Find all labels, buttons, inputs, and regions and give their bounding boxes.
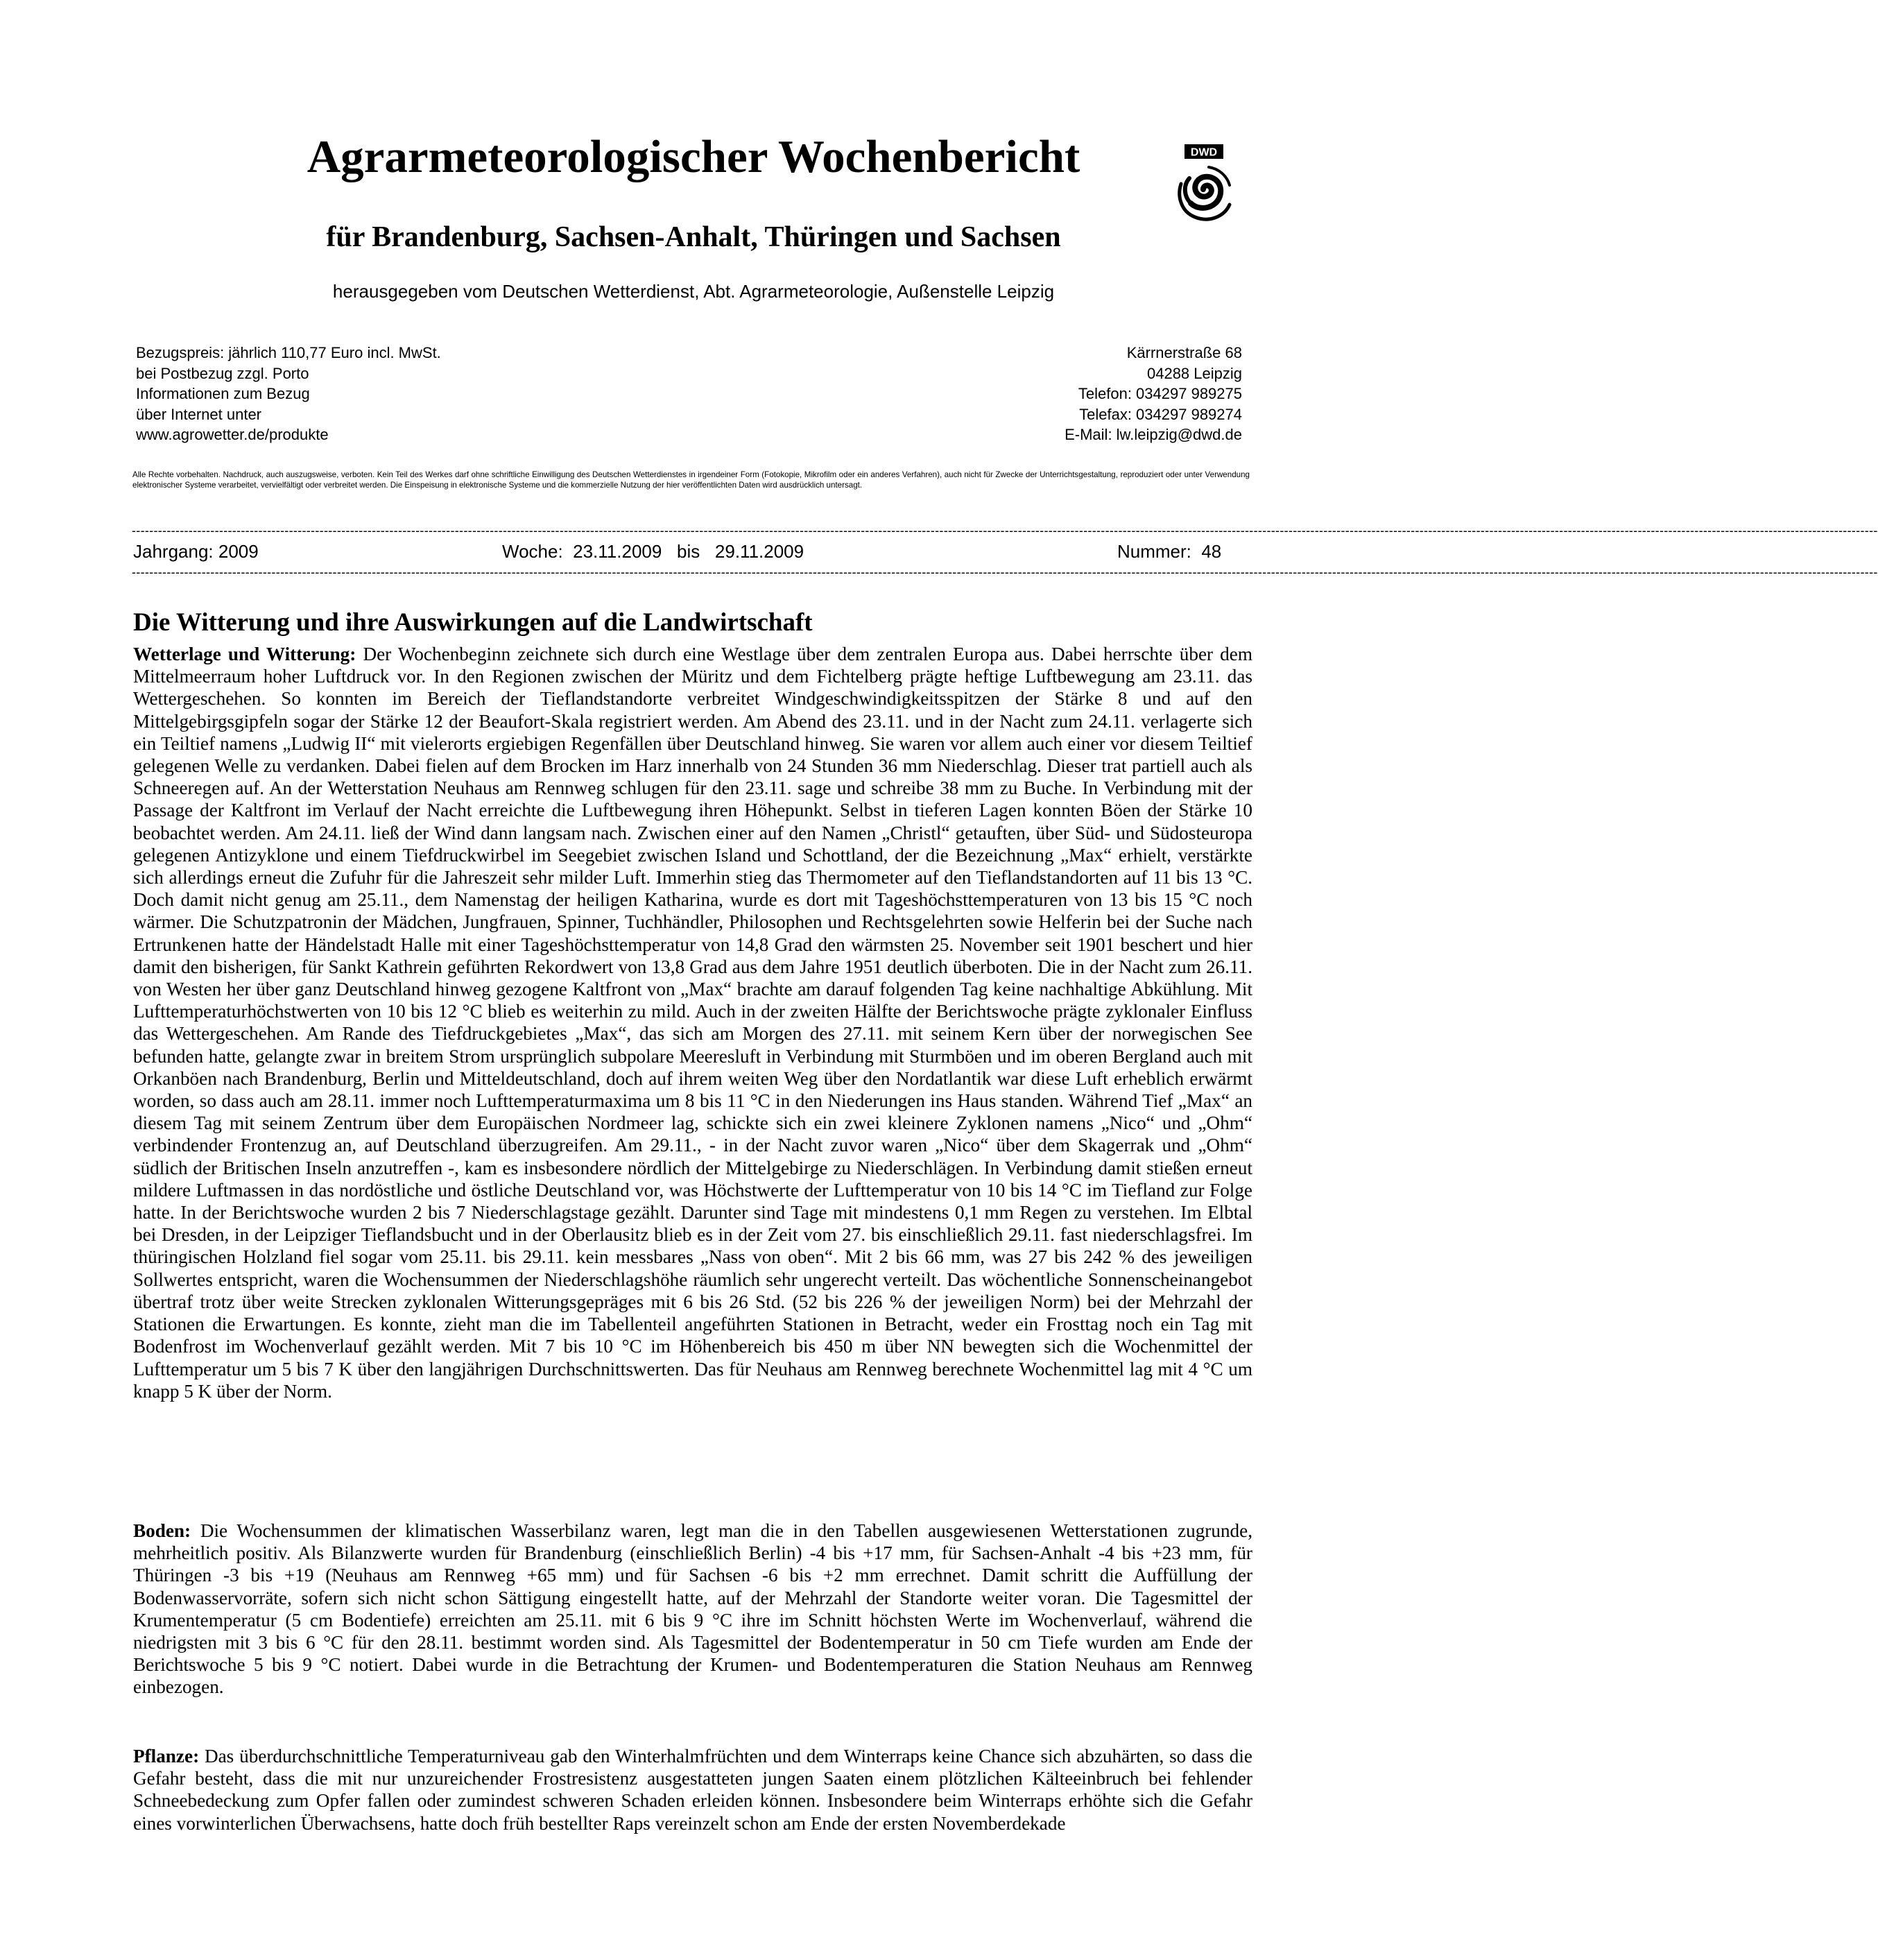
report-title: Agrarmeteorologischer Wochenbericht bbox=[307, 131, 1080, 182]
plant-label: Pflanze: bbox=[133, 1746, 200, 1766]
subscription-info bbox=[136, 343, 441, 445]
logo-text: DWD bbox=[1190, 146, 1218, 159]
weather-text: Der Wochenbeginn zeichnete sich durch eine Westlage über dem zentralen Europa aus. Dabei herrschte über dem Mittelmeerraum hoher Luftdruck vor. In den Regionen zwischen der Müritz und dem Fichtelberg prägte heftige Luftbewegung am 23.11. das Wettergeschehen. So konnten im Bereich der Tieflandstandorte verbreitet Windgeschwindigkeitsspitzen der Stärke 8 und auf den Mittelgebirgsgipfeln sogar der Stärke 12 der Beaufort-Skala registriert werden. Am Abend des 23.11. und in der Nacht zum 24.11. verlagerte sich ein Teiltief namens „Ludwig II“ mit vielerorts ergiebigen Regenfällen über Deutschland hinweg. Sie waren vor allem auch einer vor diesem Teiltief gelegenen Welle zu verdanken. Dabei fielen auf dem Brocken im Harz innerhalb von 24 Stunden 36 mm Niederschlag. Dieser trat partiell auch als Schneeregen auf. An der Wetterstation Neuhaus am Rennweg schlugen für den 23.11. sage und schreibe 38 mm zu Buche. In Verbindung mit der Passage der Kaltfront im Verlauf der Nacht erreichte die Luftbewegung ihren Höhepunkt. Selbst in tieferen Lagen konnten Böen der Stärke 10 beobachtet werden. Am 24.11. ließ der Wind dann langsam nach. Zwischen einer auf den Namen „Christl“ getauften, über Süd- und Südosteuropa gelegenen Antizyklone und einem Tiefdruckwirbel im Seegebiet zwischen Island und Schottland, der die Bezeichnung „Max“ erhielt, verstärkte sich allerdings erneut die Zufuhr für die Jahreszeit sehr milder Luft. Immerhin stieg das Thermometer auf den Tieflandstandorten auf 11 bis 13 °C. Doch damit nicht genug am 25.11., dem Namenstag der heiligen Katharina, wurde es dort mit Tageshöchsttemperaturen von 13 bis 15 °C noch wärmer. Die Schutzpatronin der Mädchen, Jungfrauen, Spinner, Tuchhändler, Philosophen und Rechtsgelehrten sowie Helferin bei der Suche nach Ertrunkenen hatte der Händelstadt Halle mit einer Tageshöchsttemperatur von 14,8 Grad den wärmsten 25. November seit 1901 beschert und hier damit den bisherigen, für Sankt Kathrein geführten Rekordwert von 13,8 Grad aus dem Jahre 1951 deutlich überboten. Die in der Nacht zum 26.11. von Westen her über ganz Deutschland hinweg gezogene Kaltfront von „Max“ brachte am darauf folgenden Tag keine nachhaltige Abkühlung. Mit Lufttemperaturhöchstwerten von 10 bis 12 °C blieb es weiterhin zu mild. Auch in der zweiten Hälfte der Berichtswoche prägte zyklonaler Einfluss das Wettergeschehen. Am Rande des Tiefdruckgebietes „Max“, das sich am Morgen des 27.11. mit seinem Kern über der norwegischen See befunden hatte, gelangte zwar in breitem Strom ursprünglich subpolare Meeresluft in Verbindung mit Sturmböen und im oberen Bergland auch mit Orkanböen nach Brandenburg, Berlin und Mitteldeutschland, doch auf ihrem weiten Weg über den Nordatlantik war diese Luft erheblich erwärmt worden, so dass auch am 28.11. immer noch Lufttemperaturmaxima um 8 bis 11 °C in den Niederungen ins Haus standen. Während Tief „Max“ an diesem Tag mit seinem Zentrum über dem Europäischen Nordmeer lag, schickte sich ein zwei kleinere Zyklonen namens „Nico“ und „Ohm“ verbindender Frontenzug an, auf Deutschland überzugreifen. Am 29.11., - in der Nacht zuvor waren „Nico“ über dem Skagerrak und „Ohm“ südlich der Britischen Inseln anzutreffen -, kam es insbesondere nördlich der Mittelgebirge zu Niederschlägen. In Verbindung damit stießen erneut mildere Luftmassen in das nordöstliche und östliche Deutschland vor, was Höchstwerte der Lufttemperatur von 10 bis 14 °C im Tiefland zur Folge hatte. In der Berichtswoche wurden 2 bis 7 Niederschlagstage gezählt. Darunter sind Tage mit mindestens 0,1 mm Regen zu verstehen. Im Elbtal bei Dresden, in der Leipziger Tieflandsbucht und in der Oberlausitz blieb es in der Zeit vom 27. bis einschließlich 29.11. fast niederschlagsfrei. Im thüringischen Holzland fiel sogar vom 25.11. bis 29.11. kein messbares „Nass von oben“. Mit 2 bis 66 mm, was 27 bis 242 % des jeweiligen Sollwertes entspricht, waren die Wochensummen der Niederschlagshöhe räumlich sehr ungerecht verteilt. Das wöchentliche Sonnenscheinangebot übertraf trotz über weite Strecken zyklonalen Witterungsgepräges mit 6 bis 26 Std. (52 bis 226 % der jeweiligen Norm) bei der Mehrzahl der Stationen die Erwartungen. Es konnte, zieht man die im Tabellenteil angeführten Stationen in Betracht, weder ein Frosttag noch ein Tag mit Bodenfrost im Wochenverlauf gezählt werden. Mit 7 bis 10 °C im Höhenbereich bis 450 m über NN bewegten sich die Wochenmittel der Lufttemperatur um 5 bis 7 K über den langjährigen Durchschnittswerten. Das für Neuhaus am Rennweg berechnete Wochenmittel lag mit 4 °C um knapp 5 K über der Norm. bbox=[133, 644, 1252, 1402]
info-note: Informationen zum Bezug bbox=[136, 385, 310, 402]
divider-bottom: ---------------------------------------------------------------------------------------------------------------------------------------------------------------------------------------------------------------------------------------------------------------------------------------------------------------------------------------------------------------------------------------------------------------- bbox=[132, 565, 1878, 579]
subscription-price: Bezugspreis: jährlich 110,77 Euro incl. MwSt. bbox=[136, 344, 441, 361]
week-range: Woche: 23.11.2009 bis 29.11.2009 bbox=[502, 541, 804, 562]
postage-note: bei Postbezug zzgl. Porto bbox=[136, 364, 309, 382]
section-heading: Die Witterung und ihre Auswirkungen auf die Landwirtschaft bbox=[133, 608, 813, 637]
contact-info bbox=[1065, 343, 1242, 445]
volume-year: Jahrgang: 2009 bbox=[133, 541, 259, 562]
contact-city: 04288 Leipzig bbox=[1146, 364, 1242, 382]
contact-phone: Telefon: 034297 989275 bbox=[1078, 385, 1242, 402]
weather-paragraph bbox=[133, 643, 1252, 1402]
internet-note: über Internet unter bbox=[136, 405, 262, 423]
dwd-logo bbox=[1160, 142, 1240, 228]
plant-paragraph bbox=[133, 1745, 1252, 1834]
soil-paragraph bbox=[133, 1520, 1252, 1699]
publisher-line: herausgegeben vom Deutschen Wetterdienst, Abt. Agrarmeteorologie, Außenstelle Leipzig bbox=[332, 281, 1055, 302]
issue-number: Nummer: 48 bbox=[1117, 541, 1222, 562]
plant-text: Das überdurchschnittliche Temperaturniveau gab den Winterhalmfrüchten und dem Winterraps keine Chance sich abzuhärten, so dass die Gefahr besteht, dass die mit nur unzureichender Frostresistenz ausgestatteten jungen Saaten einem plötzlichen Kälteeinbruch bei fehlender Schneebedeckung zum Opfer fallen oder zumindest schweren Schaden erleiden können. Insbesondere beim Winterraps erhöhte sich die Gefahr eines vorwinterlichen Überwachsens, hatte doch früh bestellter Raps vereinzelt schon am Ende der ersten Novemberdekade bbox=[133, 1746, 1252, 1834]
contact-fax: Telefax: 034297 989274 bbox=[1079, 405, 1242, 423]
website-link[interactable]: www.agrowetter.de/produkte bbox=[136, 426, 329, 443]
soil-label: Boden: bbox=[133, 1520, 191, 1541]
weather-label: Wetterlage und Witterung: bbox=[133, 644, 356, 664]
contact-street: Kärrnerstraße 68 bbox=[1126, 344, 1242, 361]
report-subtitle: für Brandenburg, Sachsen-Anhalt, Thüringen und Sachsen bbox=[326, 221, 1061, 253]
contact-email[interactable]: E-Mail: lw.leipzig@dwd.de bbox=[1065, 426, 1242, 443]
legal-notice: Alle Rechte vorbehalten. Nachdruck, auch auszugsweise, verboten. Kein Teil des Werkes darf ohne schriftliche Einwilligung des Deutschen Wetterdienstes in irgendeiner Form (Fotokopie, Mikrofilm oder ein anderes Verfahren), auch nicht für Zwecke der Unterrichtsgestaltung, reproduziert oder unter Verwendung elektronischer Systeme verarbeitet, vervielfältigt oder verbreitet werden. Die Einspeisung in elektronische Systeme und die kommerzielle Nutzung der hier veröffentlichten Daten wird ausdrücklich untersagt. bbox=[132, 470, 1250, 490]
divider-top: ---------------------------------------------------------------------------------------------------------------------------------------------------------------------------------------------------------------------------------------------------------------------------------------------------------------------------------------------------------------------------------------------------------------- bbox=[132, 524, 1878, 538]
soil-text: Die Wochensummen der klimatischen Wasserbilanz waren, legt man die in den Tabellen ausgewiesenen Wetterstationen zugrunde, mehrheitlich positiv. Als Bilanzwerte wurden für Brandenburg (einschließlich Berlin) -4 bis +17 mm, für Sachsen-Anhalt -4 bis +23 mm, für Thüringen -3 bis +19 (Neuhaus am Rennweg +65 mm) und für Sachsen -6 bis +2 mm errechnet. Damit schritt die Auffüllung der Bodenwasservorräte, sofern sich nicht schon Sättigung eingestellt hatte, auf der Mehrzahl der Standorte weiter voran. Die Tagesmittel der Krumentemperatur (5 cm Bodentiefe) erreichten am 25.11. mit 6 bis 9 °C ihre im Schnitt höchsten Werte im Wochenverlauf, während die niedrigsten mit 3 bis 6 °C für den 28.11. bestimmt worden sind. Als Tagesmittel der Bodentemperatur in 50 cm Tiefe wurden am Ende der Berichtswoche 5 bis 9 °C notiert. Dabei wurde in die Betrachtung der Krumen- und Bodentemperaturen die Station Neuhaus am Rennweg einbezogen. bbox=[133, 1520, 1252, 1698]
